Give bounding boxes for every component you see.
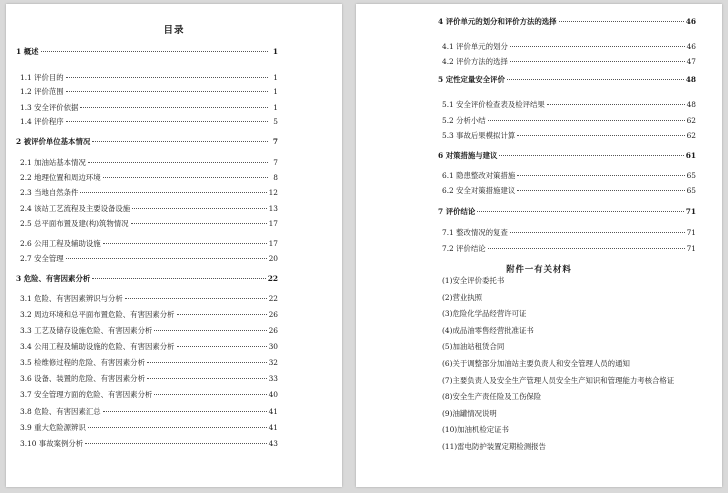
toc-section-row[interactable]	[442, 171, 696, 181]
toc-section-row[interactable]	[442, 57, 696, 67]
toc-entry-label: 3.1 危险、有害因素辨识与分析	[20, 294, 123, 303]
toc-entry-page: 48	[686, 100, 696, 109]
toc-entry-page: 62	[686, 131, 696, 140]
toc-entry-page: 48	[685, 75, 696, 84]
toc-entry-label: 1.2 评价范围	[20, 87, 64, 96]
toc-entry-page: 8	[273, 173, 278, 182]
toc-chapter-row[interactable]	[16, 274, 278, 284]
toc-entry-label: 5.1 安全评价检查表及检评结果	[442, 100, 545, 109]
toc-entry-label: 2.4 该站工艺流程及主要设备设施	[20, 204, 131, 213]
toc-leader-dots	[80, 192, 266, 193]
toc-entry-page: 7	[272, 137, 278, 146]
toc-entry-label: 2.2 地理位置和周边环境	[20, 173, 101, 182]
toc-leader-dots	[103, 243, 267, 244]
toc-leader-dots	[125, 298, 267, 299]
toc-leader-dots	[88, 162, 268, 163]
attachment-item: (9)油罐情况说明	[442, 408, 497, 418]
toc-entry-page: 20	[268, 254, 278, 263]
toc-entry-page: 17	[268, 239, 278, 248]
attachment-item: (1)安全评价委托书	[442, 276, 505, 285]
toc-entry-label: 3.5 检维修过程的危险、有害因素分析	[20, 358, 145, 367]
toc-leader-dots	[154, 394, 266, 395]
toc-chapter-row[interactable]	[438, 207, 696, 217]
toc-section-row[interactable]	[20, 188, 278, 198]
toc-section-row[interactable]	[20, 342, 278, 352]
toc-section-row[interactable]	[442, 131, 696, 141]
toc-entry-page: 40	[268, 390, 278, 399]
toc-entry-page: 13	[268, 204, 278, 213]
toc-entry-page: 5	[273, 117, 278, 126]
toc-leader-dots	[177, 346, 267, 347]
toc-section-row[interactable]	[20, 87, 278, 97]
toc-entry-label: 1 概述	[16, 47, 39, 56]
toc-section-row[interactable]	[20, 117, 278, 127]
attachment-item: (10)加油机检定证书	[442, 425, 509, 435]
toc-entry-page: 43	[268, 439, 278, 448]
toc-chapter-row[interactable]	[438, 151, 696, 161]
toc-entry-label: 3.6 设备、装置的危险、有害因素分析	[20, 374, 145, 383]
toc-chapter-row[interactable]	[16, 47, 278, 57]
attachment-item: (2)营业执照	[442, 292, 483, 302]
toc-entry-label: 3.8 危险、有害因素汇总	[20, 407, 101, 416]
toc-entry-page: 62	[686, 116, 696, 125]
toc-leader-dots	[147, 362, 267, 363]
toc-leader-dots	[154, 330, 266, 331]
toc-leader-dots	[177, 314, 267, 315]
toc-entry-page: 46	[685, 17, 696, 26]
toc-entry-label: 2.1 加油站基本情况	[20, 158, 86, 167]
toc-section-row[interactable]	[442, 228, 696, 238]
toc-leader-dots	[131, 223, 267, 224]
toc-entry-page: 71	[685, 207, 696, 216]
toc-entry-page: 65	[686, 186, 696, 195]
toc-leader-dots	[92, 278, 265, 279]
toc-entry-label: 5.3 事故后果模拟计算	[442, 131, 516, 140]
toc-entry-label: 1.4 评价程序	[20, 117, 64, 126]
toc-leader-dots	[507, 79, 684, 80]
toc-leader-dots	[517, 190, 684, 191]
toc-entry-label: 4.2 评价方法的选择	[442, 57, 508, 66]
toc-leader-dots	[517, 175, 684, 176]
toc-entry-label: 5 定性定量安全评价	[438, 75, 505, 84]
toc-section-row[interactable]	[20, 204, 278, 214]
toc-entry-label: 7.1 整改情况的复查	[442, 228, 508, 237]
toc-section-row[interactable]	[20, 254, 278, 264]
toc-entry-page: 65	[686, 171, 696, 180]
toc-leader-dots	[80, 107, 268, 108]
toc-entry-page: 71	[686, 244, 696, 253]
attachment-item: (6)关于调整部分加油站主要负责人和安全管理人员的通知	[442, 359, 630, 368]
toc-entry-page: 7	[273, 158, 278, 167]
toc-entry-label: 2.7 安全管理	[20, 254, 64, 263]
toc-leader-dots	[66, 91, 268, 92]
toc-leader-dots	[85, 443, 266, 444]
toc-entry-page: 61	[685, 151, 696, 160]
toc-leader-dots	[477, 211, 683, 212]
toc-section-row[interactable]	[20, 158, 278, 168]
toc-section-row[interactable]	[20, 358, 278, 368]
toc-entry-page: 12	[268, 188, 278, 197]
toc-entry-label: 5.2 分析小结	[442, 116, 486, 125]
toc-leader-dots	[517, 135, 684, 136]
toc-entry-label: 3.2 周边环境和总平面布置危险、有害因素分析	[20, 310, 175, 319]
toc-entry-label: 2 被评价单位基本情况	[16, 137, 91, 146]
toc-leader-dots	[41, 51, 269, 52]
toc-entry-label: 3.4 公用工程及辅助设施的危险、有害因素分析	[20, 342, 175, 351]
toc-section-row[interactable]	[20, 374, 278, 384]
toc-entry-label: 7.2 评价结论	[442, 244, 486, 253]
toc-section-row[interactable]	[20, 310, 278, 320]
toc-leader-dots	[103, 177, 268, 178]
toc-entry-page: 41	[268, 423, 278, 432]
toc-leader-dots	[547, 104, 685, 105]
toc-section-row[interactable]	[20, 294, 278, 304]
toc-section-row[interactable]	[442, 42, 696, 52]
toc-section-row[interactable]	[20, 239, 278, 249]
toc-section-row[interactable]	[20, 73, 278, 83]
toc-entry-label: 3.7 安全管理方面的危险、有害因素分析	[20, 390, 153, 399]
toc-entry-label: 2.5 总平面布置及建(构)筑物情况	[20, 219, 129, 228]
toc-entry-label: 4.1 评价单元的划分	[442, 42, 508, 51]
toc-entry-page: 1	[273, 87, 278, 96]
toc-entry-label: 2.6 公用工程及辅助设施	[20, 239, 101, 248]
toc-entry-label: 2.3 当地自然条件	[20, 188, 79, 197]
toc-entry-page: 30	[268, 342, 278, 351]
toc-entry-page: 26	[268, 326, 278, 335]
toc-chapter-row[interactable]	[438, 75, 696, 85]
toc-entry-page: 32	[268, 358, 278, 367]
toc-entry-page: 41	[268, 407, 278, 416]
toc-entry-label: 6.2 安全对策措施建议	[442, 186, 516, 195]
appendix-title: 附件一有关材料	[506, 264, 572, 274]
attachment-item: (3)危险化学品经营许可证	[442, 309, 527, 319]
toc-entry-page: 22	[267, 274, 278, 283]
toc-entry-page: 1	[272, 47, 278, 56]
toc-section-row[interactable]	[20, 326, 278, 336]
toc-entry-label: 3.9 重大危险源辨识	[20, 423, 86, 432]
toc-section-row[interactable]	[442, 100, 696, 110]
toc-entry-label: 4 评价单元的划分和评价方法的选择	[438, 17, 557, 26]
toc-entry-page: 1	[273, 73, 278, 82]
toc-section-row[interactable]	[20, 423, 278, 433]
toc-chapter-row[interactable]	[16, 137, 278, 147]
toc-section-row[interactable]	[442, 244, 696, 254]
toc-entry-label: 6.1 隐患整改对策措施	[442, 171, 516, 180]
toc-leader-dots	[510, 61, 685, 62]
toc-leader-dots	[66, 121, 268, 122]
toc-section-row[interactable]	[20, 390, 278, 400]
toc-entry-label: 3.10 事故案例分析	[20, 439, 84, 448]
toc-entry-page: 26	[268, 310, 278, 319]
toc-leader-dots	[510, 232, 685, 233]
toc-leader-dots	[66, 258, 267, 259]
toc-section-row[interactable]	[20, 103, 278, 113]
toc-entry-page: 47	[686, 57, 696, 66]
toc-section-row[interactable]	[20, 219, 278, 229]
toc-leader-dots	[66, 77, 268, 78]
toc-leader-dots	[147, 378, 267, 379]
toc-entry-page: 22	[268, 294, 278, 303]
toc-entry-label: 3 危险、有害因素分析	[16, 274, 91, 283]
toc-section-row[interactable]	[442, 186, 696, 196]
toc-title: 目录	[163, 25, 185, 36]
toc-leader-dots	[88, 427, 267, 428]
toc-entry-label: 7 评价结论	[438, 207, 476, 216]
toc-leader-dots	[499, 155, 683, 156]
attachment-item: (5)加油站租赁合同	[442, 342, 505, 352]
toc-entry-page: 71	[686, 228, 696, 237]
toc-entry-label: 6 对策措施与建议	[438, 151, 498, 160]
toc-entry-label: 1.1 评价目的	[20, 73, 64, 82]
attachment-item: (7)主要负责人及安全生产管理人员安全生产知识和管理能力考核合格证	[442, 375, 675, 385]
right-page	[356, 4, 722, 487]
toc-leader-dots	[559, 21, 684, 22]
toc-leader-dots	[488, 120, 685, 121]
toc-entry-page: 1	[273, 103, 278, 112]
toc-entry-page: 17	[268, 219, 278, 228]
toc-section-row[interactable]	[442, 116, 696, 126]
toc-entry-label: 1.3 安全评价依据	[20, 103, 79, 112]
toc-entry-label: 3.3 工艺及储存设施危险、有害因素分析	[20, 326, 153, 335]
left-page	[6, 4, 342, 487]
toc-entry-page: 33	[268, 374, 278, 383]
toc-leader-dots	[92, 141, 268, 142]
toc-section-row[interactable]	[20, 439, 278, 449]
toc-leader-dots	[103, 411, 267, 412]
toc-leader-dots	[488, 248, 685, 249]
toc-leader-dots	[510, 46, 685, 47]
attachment-item: (8)安全生产责任险及工伤保险	[442, 392, 542, 402]
toc-chapter-row[interactable]	[438, 17, 696, 27]
toc-section-row[interactable]	[20, 407, 278, 417]
toc-section-row[interactable]	[20, 173, 278, 183]
toc-leader-dots	[132, 208, 266, 209]
attachment-item: (4)成品油零售经营批准证书	[442, 325, 534, 335]
attachment-item: (11)雷电防护装置定期检测报告	[442, 442, 546, 451]
toc-entry-page: 46	[686, 42, 696, 51]
